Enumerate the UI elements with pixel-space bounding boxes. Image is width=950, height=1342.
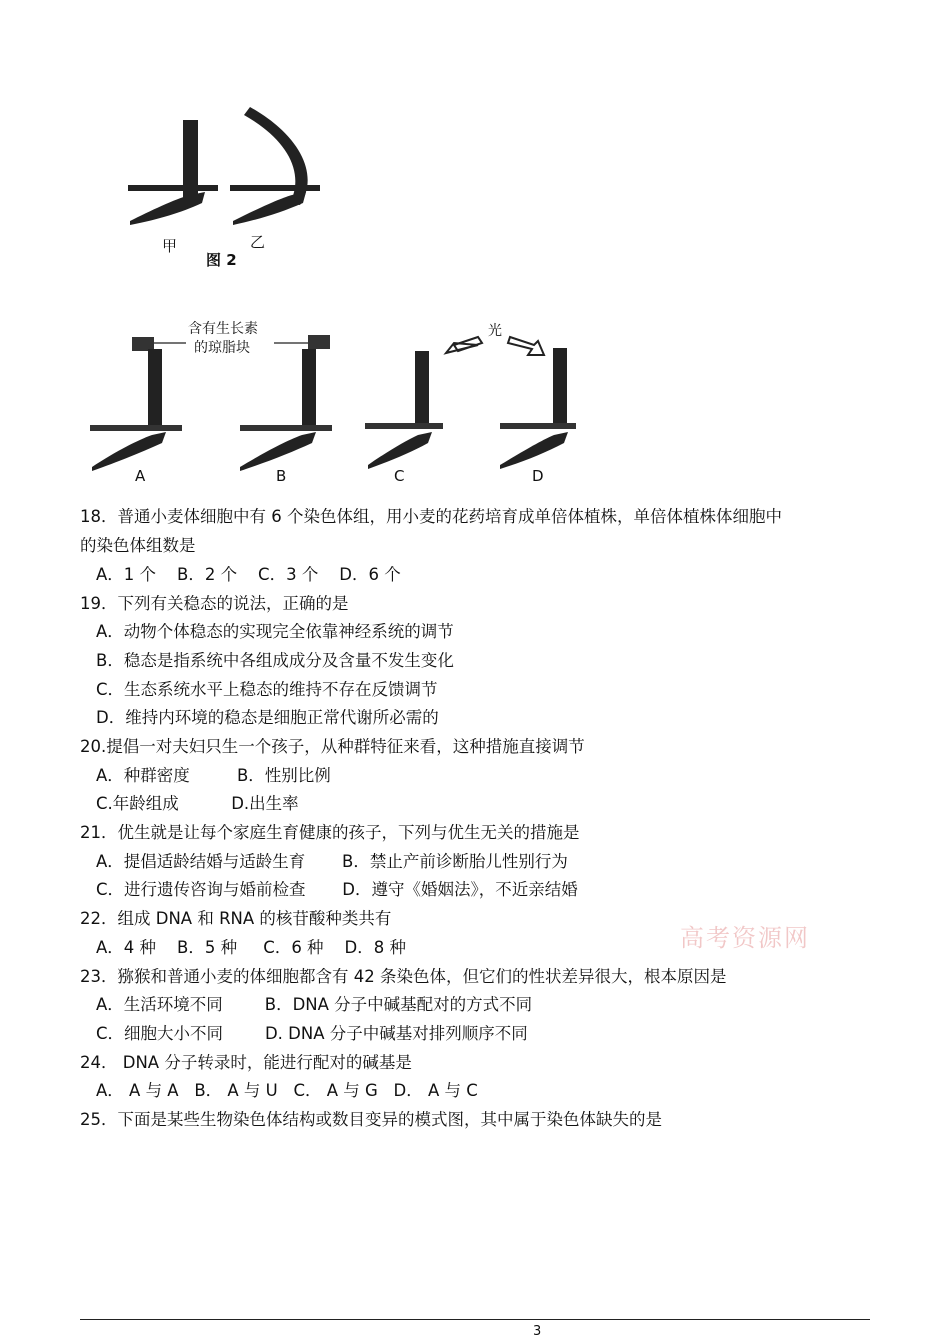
q19-option-d: D．维持内环境的稳态是细胞正常代谢所必需的 [96,708,439,727]
q21-stem: 21．优生就是让每个家庭生育健康的孩子，下列与优生无关的措施是 [80,823,580,842]
q19-stem: 19．下列有关稳态的说法，正确的是 [80,594,349,613]
q20-options-ab: A．种群密度 B．性别比例 [96,766,331,785]
light-arrow-left-icon [446,337,482,353]
agar-label-line2: 的琼脂块 [194,340,250,356]
label-yi: 乙 [250,233,266,251]
label-b: B [276,467,287,485]
footer-rule [80,1319,870,1320]
q21-options-cd: C．进行遗传咨询与婚前检查 D．遵守《婚姻法》，不近亲结婚 [96,880,578,899]
q22-options: A．4 种 B．5 种 C．6 种 D．8 种 [96,938,406,957]
q23-options-cd: C．细胞大小不同 D. DNA 分子中碱基对排列顺序不同 [96,1024,528,1043]
seedling-d [500,348,576,469]
q24-stem: 24． DNA 分子转录时，能进行配对的碱基是 [80,1053,412,1072]
q18-line2: 的染色体组数是 [80,536,196,555]
q24-options: A． A 与 A B． A 与 U C． A 与 G D． A 与 C [96,1081,478,1100]
q20-options-cd: C.年龄组成 D.出生率 [96,794,299,813]
seedling-yi [230,107,320,225]
label-jia: 甲 [162,237,178,255]
q19-option-c: C．生态系统水平上稳态的维持不存在反馈调节 [96,680,438,699]
watermark: 高考资源网 [680,924,810,952]
seedling-c [365,351,443,469]
page-number: 3 [533,1324,542,1339]
figure-abcd [80,315,580,490]
seedling-a [90,337,182,471]
q19-option-a: A．动物个体稳态的实现完全依靠神经系统的调节 [96,622,454,641]
seedling-jia [128,120,218,225]
q20-stem: 20.提倡一对夫妇只生一个孩子，从种群特征来看，这种措施直接调节 [80,737,585,756]
figure-2 [120,95,330,275]
q18-line1: 18．普通小麦体细胞中有 6 个染色体组，用小麦的花药培育成单倍体植株，单倍体植株体细胞中 [80,507,782,526]
seedling-b [240,335,332,471]
q25-stem: 25．下面是某些生物染色体结构或数目变异的模式图，其中属于染色体缺失的是 [80,1110,662,1129]
q22-stem: 22．组成 DNA 和 RNA 的核苷酸种类共有 [80,909,392,928]
label-c: C [394,467,405,485]
label-a: A [135,467,146,485]
q19-option-b: B．稳态是指系统中各组成成分及含量不发生变化 [96,651,454,670]
light-label: 光 [488,323,502,339]
figure-caption: 图 2 [206,251,237,269]
agar-label-line1: 含有生长素 [188,321,258,337]
q18-options: A．1 个 B．2 个 C．3 个 D．6 个 [96,565,401,584]
q23-stem: 23．猕猴和普通小麦的体细胞都含有 42 条染色体，但它们的性状差异很大，根本原因是 [80,967,727,986]
light-arrow-right-icon [508,337,544,355]
q23-options-ab: A．生活环境不同 B．DNA 分子中碱基配对的方式不同 [96,995,533,1014]
q21-options-ab: A．提倡适龄结婚与适龄生育 B．禁止产前诊断胎儿性别行为 [96,852,568,871]
label-d: D [532,467,544,485]
